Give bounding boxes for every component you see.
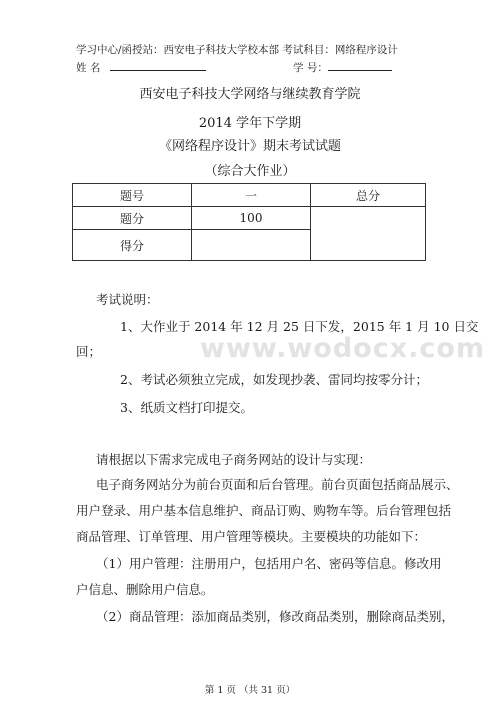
paragraph-line: 电子商务网站分为前台页面和后台管理。前台页面包括商品展示、 <box>96 477 459 492</box>
exam-title: 《网络程序设计》期末考试试题 <box>158 139 341 154</box>
header-name-row <box>76 59 392 75</box>
cell-question-one: 一 <box>192 184 311 207</box>
name-label: 姓 名 <box>76 62 101 74</box>
cell-points-label: 题分 <box>73 207 192 230</box>
instruction-item-2: 2、考试必须独立完成，如发现抄袭、雷同均按零分计； <box>120 372 428 387</box>
score-table <box>72 183 426 261</box>
instruction-item-3: 3、纸质文档打印提交。 <box>120 400 253 415</box>
instruction-item-1-cont: 回； <box>76 344 102 359</box>
watermark-logo: www.wodocx.com <box>200 333 486 364</box>
instructions-heading: 考试说明： <box>96 292 159 307</box>
paragraph-line: （1）用户管理：注册用户，包括用户名、密码等信息。修改用 <box>96 556 442 571</box>
exam-type: （综合大作业） <box>204 164 296 179</box>
student-id-blank <box>328 59 392 71</box>
term-title: 2014 学年下学期 <box>198 116 302 131</box>
cell-question-label: 题号 <box>73 184 192 207</box>
table-row <box>73 184 426 207</box>
cell-total-label: 总分 <box>311 184 426 207</box>
paragraph-line: （2）商品管理：添加商品类别，修改商品类别，删除商品类别， <box>96 609 454 624</box>
table-row <box>73 207 426 230</box>
cell-points-value: 100 <box>192 207 311 230</box>
cell-score-label: 得分 <box>73 230 192 261</box>
instruction-item-1: 1、大作业于 2014 年 12 月 25 日下发，2015 年 1 月 10 日交 <box>120 319 479 334</box>
cell-total-score <box>311 207 426 261</box>
header-center-subject: 学习中心/函授站：西安电子科技大学校本部 考试科目：网络程序设计 <box>76 44 398 56</box>
paragraph-line: 商品管理、订单管理、用户管理等模块。主要模块的功能如下： <box>76 529 427 544</box>
cell-score-value <box>192 230 311 261</box>
school-title: 西安电子科技大学网络与继续教育学院 <box>139 87 361 102</box>
task-statement: 请根据以下需求完成电子商务网站的设计与实现： <box>96 452 372 467</box>
page-footer: 第 1 页 （共 31 页） <box>204 685 296 696</box>
paragraph-line: 户信息、删除用户信息。 <box>76 582 214 597</box>
paragraph-line: 用户登录、用户基本信息维护、商品订购、购物车等。后台管理包括 <box>76 503 452 518</box>
student-id-label: 学 号： <box>293 62 328 74</box>
name-blank <box>110 59 206 71</box>
